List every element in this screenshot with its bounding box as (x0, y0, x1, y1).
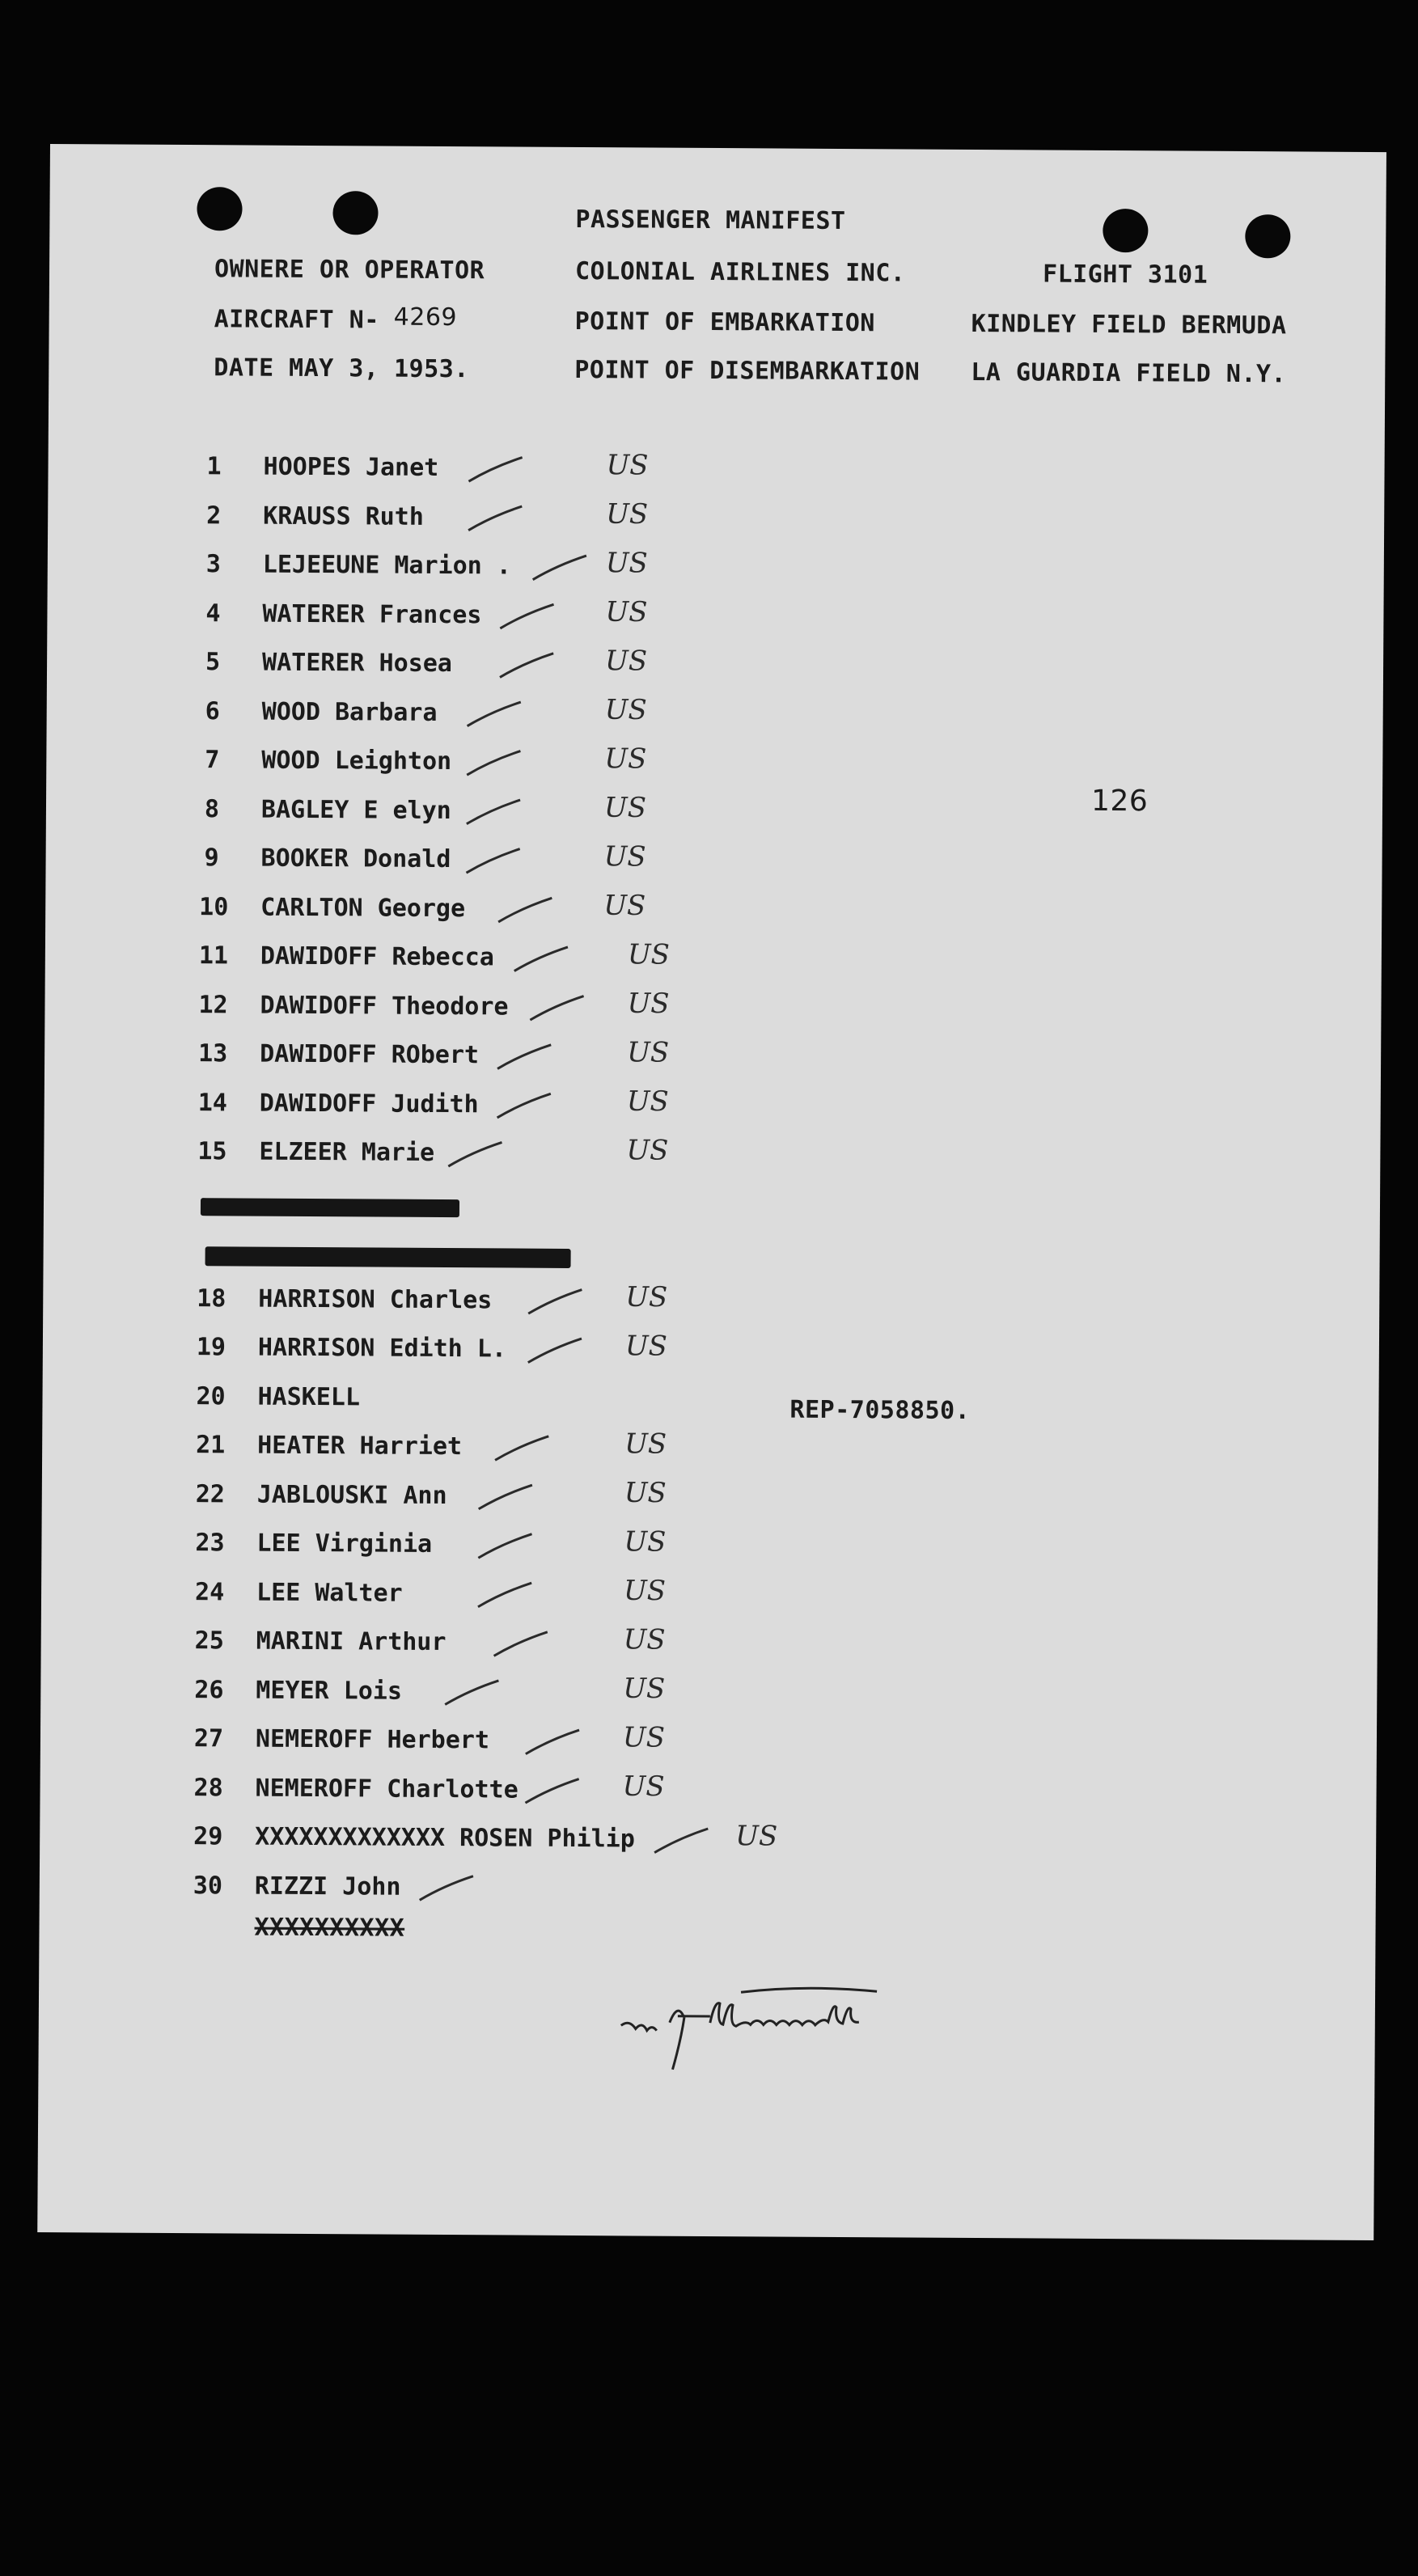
passenger-name: KRAUSS Ruth (263, 501, 424, 531)
passenger-name: LEJEEUNE Marion . (262, 550, 511, 581)
passenger-number: 19 (196, 1333, 226, 1362)
citizenship-mark: US (606, 497, 649, 531)
citizenship-mark: US (627, 987, 670, 1021)
page-number: 126 (1090, 784, 1149, 818)
passenger-number: 23 (195, 1529, 225, 1558)
passenger-name: HASKELL (257, 1382, 361, 1411)
aircraft-number: 4269 (393, 302, 458, 332)
check-mark (494, 1631, 548, 1656)
check-mark (530, 996, 583, 1020)
check-mark (478, 1583, 531, 1607)
owner-label: OWNERE OR OPERATOR (214, 255, 485, 286)
passenger-name: HARRISON Charles (258, 1284, 493, 1314)
citizenship-mark: US (604, 693, 647, 727)
passenger-name: WATERER Frances (262, 599, 482, 629)
passenger-number: 25 (194, 1626, 224, 1656)
citizenship-mark: US (626, 1085, 669, 1119)
passenger-number: 1 (206, 452, 222, 481)
check-mark (495, 1436, 548, 1460)
citizenship-mark: US (604, 645, 648, 678)
check-mark (467, 848, 520, 873)
check-mark (500, 604, 553, 628)
passenger-name: JABLOUSKI Ann (256, 1480, 447, 1510)
passenger-name: CARLTON George (260, 893, 466, 923)
passenger-number: 11 (198, 941, 229, 971)
citizenship-mark: US (604, 742, 647, 776)
citizenship-mark: US (606, 449, 649, 482)
manifest-title: PASSENGER MANIFEST (575, 205, 846, 236)
passenger-name: XXXXXXXXXXXXX ROSEN Philip (255, 1822, 635, 1854)
passenger-number: 18 (197, 1284, 226, 1313)
check-mark (514, 947, 568, 971)
check-mark (420, 1876, 473, 1900)
embarkation-label: POINT OF EMBARKATION (574, 307, 876, 338)
handwritten-marks (37, 144, 1386, 2240)
citizenship-mark: US (624, 1476, 667, 1510)
check-mark (528, 1289, 582, 1313)
passenger-name: NEMEROFF Charlotte (255, 1774, 519, 1804)
passenger-number: 3 (205, 550, 221, 579)
passenger-name: LEE Virginia (256, 1529, 433, 1559)
passenger-name: DAWIDOFF RObert (260, 1039, 480, 1070)
embarkation-value: KINDLEY FIELD BERMUDA (971, 309, 1287, 341)
citizenship-mark: US (624, 1330, 668, 1363)
passenger-name: NEMEROFF Herbert (255, 1724, 490, 1755)
citizenship-mark: US (603, 840, 646, 873)
citizenship-mark: US (605, 547, 648, 580)
check-mark (498, 898, 552, 922)
citizenship-mark: US (735, 1820, 778, 1853)
passenger-name: WOOD Barbara (261, 697, 438, 727)
rep-note: REP-7058850. (789, 1395, 971, 1425)
citizenship-mark: US (622, 1770, 665, 1804)
passenger-number: 9 (204, 844, 219, 873)
citizenship-mark: US (603, 889, 646, 923)
check-mark (497, 1044, 551, 1068)
citizenship-mark: US (622, 1721, 666, 1754)
passenger-name: MARINI Arthur (256, 1626, 447, 1657)
check-mark (478, 1533, 531, 1558)
check-mark (445, 1681, 498, 1705)
check-mark (468, 457, 522, 481)
struck-line: XXXXXXXXXX (254, 1913, 405, 1943)
passenger-name: HARRISON Edith L. (257, 1333, 507, 1364)
citizenship-mark: US (624, 1525, 667, 1559)
passenger-name: BOOKER Donald (260, 844, 451, 874)
passenger-number: 29 (193, 1822, 223, 1851)
passenger-number: 4 (205, 599, 221, 628)
flight-number: FLIGHT 3101 (1042, 260, 1208, 290)
check-mark (448, 1142, 502, 1166)
citizenship-mark: US (623, 1672, 666, 1706)
check-mark (528, 1339, 582, 1363)
passenger-number: 7 (205, 746, 220, 775)
passenger-number: 15 (197, 1137, 227, 1166)
citizenship-mark: US (626, 1134, 669, 1167)
passenger-number: 6 (205, 696, 220, 725)
check-mark (533, 556, 586, 580)
manifest-date: DATE MAY 3, 1953. (214, 353, 469, 384)
manifest-page (37, 144, 1386, 2240)
passenger-name: LEE Walter (256, 1578, 403, 1608)
disembarkation-value: LA GUARDIA FIELD N.Y. (971, 357, 1287, 389)
citizenship-mark: US (624, 1428, 667, 1461)
passenger-name: HOOPES Janet (263, 452, 439, 482)
passenger-name: ELZEER Marie (259, 1137, 435, 1167)
check-mark (525, 1779, 578, 1803)
passenger-number: 22 (195, 1479, 226, 1508)
passenger-number: 21 (196, 1431, 226, 1460)
citizenship-mark: US (623, 1574, 667, 1608)
passenger-number: 10 (199, 892, 229, 921)
citizenship-mark: US (627, 1036, 670, 1069)
passenger-number: 5 (205, 648, 221, 677)
check-mark (479, 1485, 532, 1509)
check-mark (654, 1829, 708, 1853)
passenger-name: RIZZI John (254, 1872, 401, 1901)
passenger-name: DAWIDOFF Theodore (260, 991, 509, 1021)
passenger-name: DAWIDOFF Rebecca (260, 941, 494, 972)
check-mark (468, 702, 521, 726)
citizenship-mark: US (627, 938, 670, 971)
passenger-number: 13 (198, 1039, 228, 1068)
passenger-name: MEYER Lois (256, 1676, 403, 1706)
check-mark (467, 800, 520, 824)
passenger-name: DAWIDOFF Judith (259, 1089, 479, 1119)
passenger-name: BAGLEY E elyn (260, 795, 451, 825)
passenger-name: WOOD Leighton (261, 746, 452, 776)
check-mark (526, 1730, 579, 1754)
passenger-number: 8 (204, 794, 220, 823)
passenger-number: 24 (194, 1577, 225, 1606)
check-mark (500, 653, 553, 677)
citizenship-mark: US (605, 595, 648, 629)
check-mark (468, 506, 522, 531)
check-mark (467, 751, 520, 775)
passenger-number: 2 (206, 501, 222, 530)
passenger-number: 12 (198, 990, 228, 1019)
check-mark (497, 1093, 551, 1118)
owner-value: COLONIAL AIRLINES INC. (574, 256, 906, 288)
passenger-number: 14 (197, 1088, 227, 1117)
passenger-name: WATERER Hosea (261, 648, 453, 679)
aircraft-label: AIRCRAFT N- (214, 305, 379, 335)
passenger-number: 28 (193, 1773, 223, 1802)
passenger-number: 26 (194, 1675, 224, 1704)
citizenship-mark: US (623, 1623, 666, 1656)
citizenship-mark: US (625, 1280, 668, 1314)
citizenship-mark: US (603, 791, 647, 825)
passenger-name: HEATER Harriet (257, 1431, 463, 1461)
disembarkation-label: POINT OF DISEMBARKATION (574, 355, 921, 387)
passenger-number: 27 (193, 1724, 224, 1753)
passenger-number: 20 (196, 1381, 226, 1411)
passenger-number: 30 (193, 1871, 223, 1900)
